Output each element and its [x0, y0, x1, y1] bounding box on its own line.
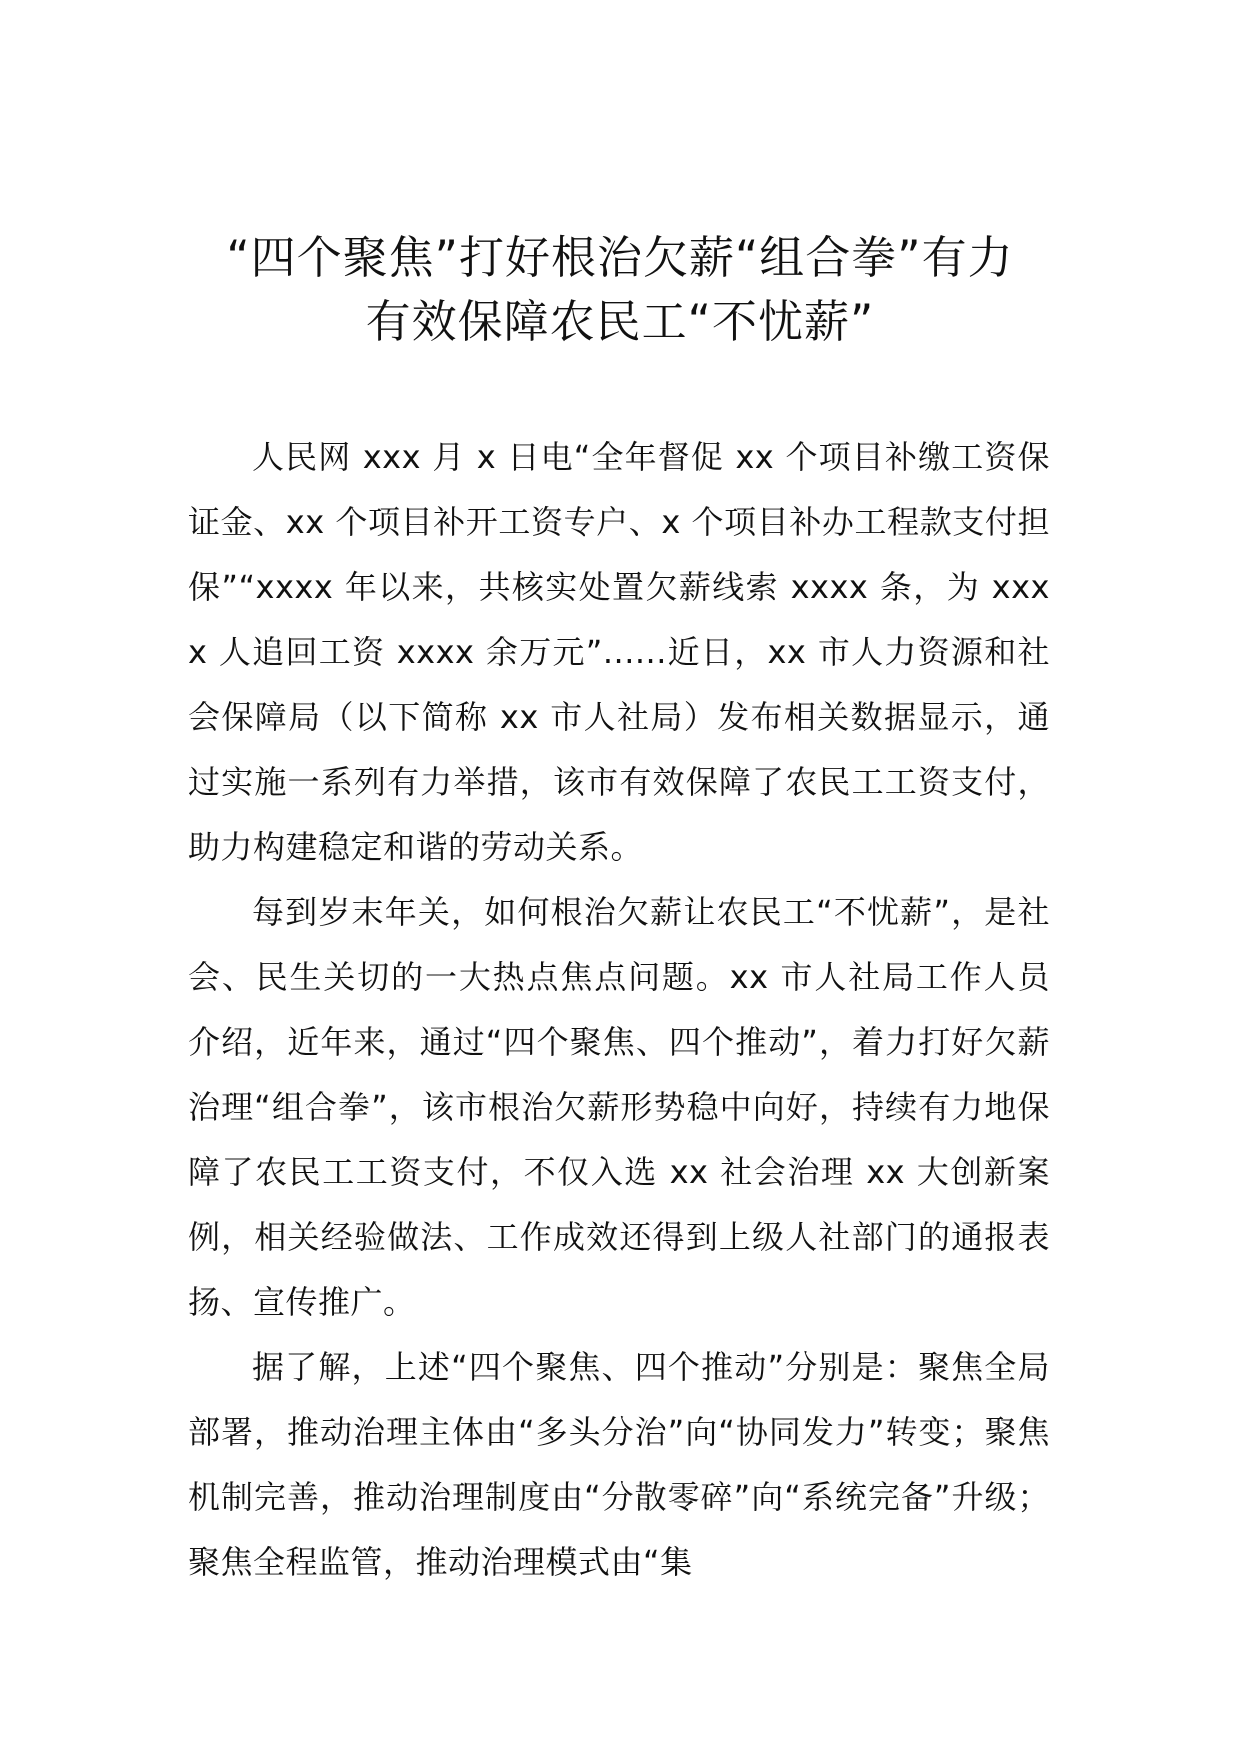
paragraph-2: 每到岁末年关，如何根治欠薪让农民工“不忧薪”，是社会、民生关切的一大热点焦点问题。xx 市人社局工作人员介绍，近年来，通过“四个聚焦、四个推动”，着力打好欠薪治理“组合拳”，该市根治欠薪形势稳中向好，持续有力地保障了农民工工资支付，不仅入选 xx 社会治理 xx 大创新案例，相关经验做法、工作成效还得到上级人社部门的通报表扬、宣传推广。	[188, 893, 1050, 1321]
title-line-2: 有效保障农民工“不忧薪”	[365, 295, 875, 348]
title-line-1: “四个聚焦”打好根治欠薪“组合拳”有力	[226, 231, 1014, 284]
paragraph-1: 人民网 xxx 月 x 日电“全年督促 xx 个项目补缴工资保证金、xx 个项目补开工资专户、x 个项目补办工程款支付担保”“xxxx 年以来，共核实处置欠薪线索 xxxx 条，为 xxxx 人追回工资 xxxx 余万元”......近日，xx 市人力资源和社会保障局（以下简称 xx 市人社局）发布相关数据显示，通过实施一系列有力举措，该市有效保障了农民工工资支付，助力构建稳定和谐的劳动关系。	[188, 438, 1050, 866]
paragraph-3: 据了解，上述“四个聚焦、四个推动”分别是：聚焦全局部署，推动治理主体由“多头分治”向“协同发力”转变；聚焦机制完善，推动治理制度由“分散零碎”向“系统完备”升级；聚焦全程监管，推动治理模式由“集	[188, 1348, 1050, 1581]
document-title	[150, 226, 1090, 354]
document-body	[188, 425, 1050, 1595]
